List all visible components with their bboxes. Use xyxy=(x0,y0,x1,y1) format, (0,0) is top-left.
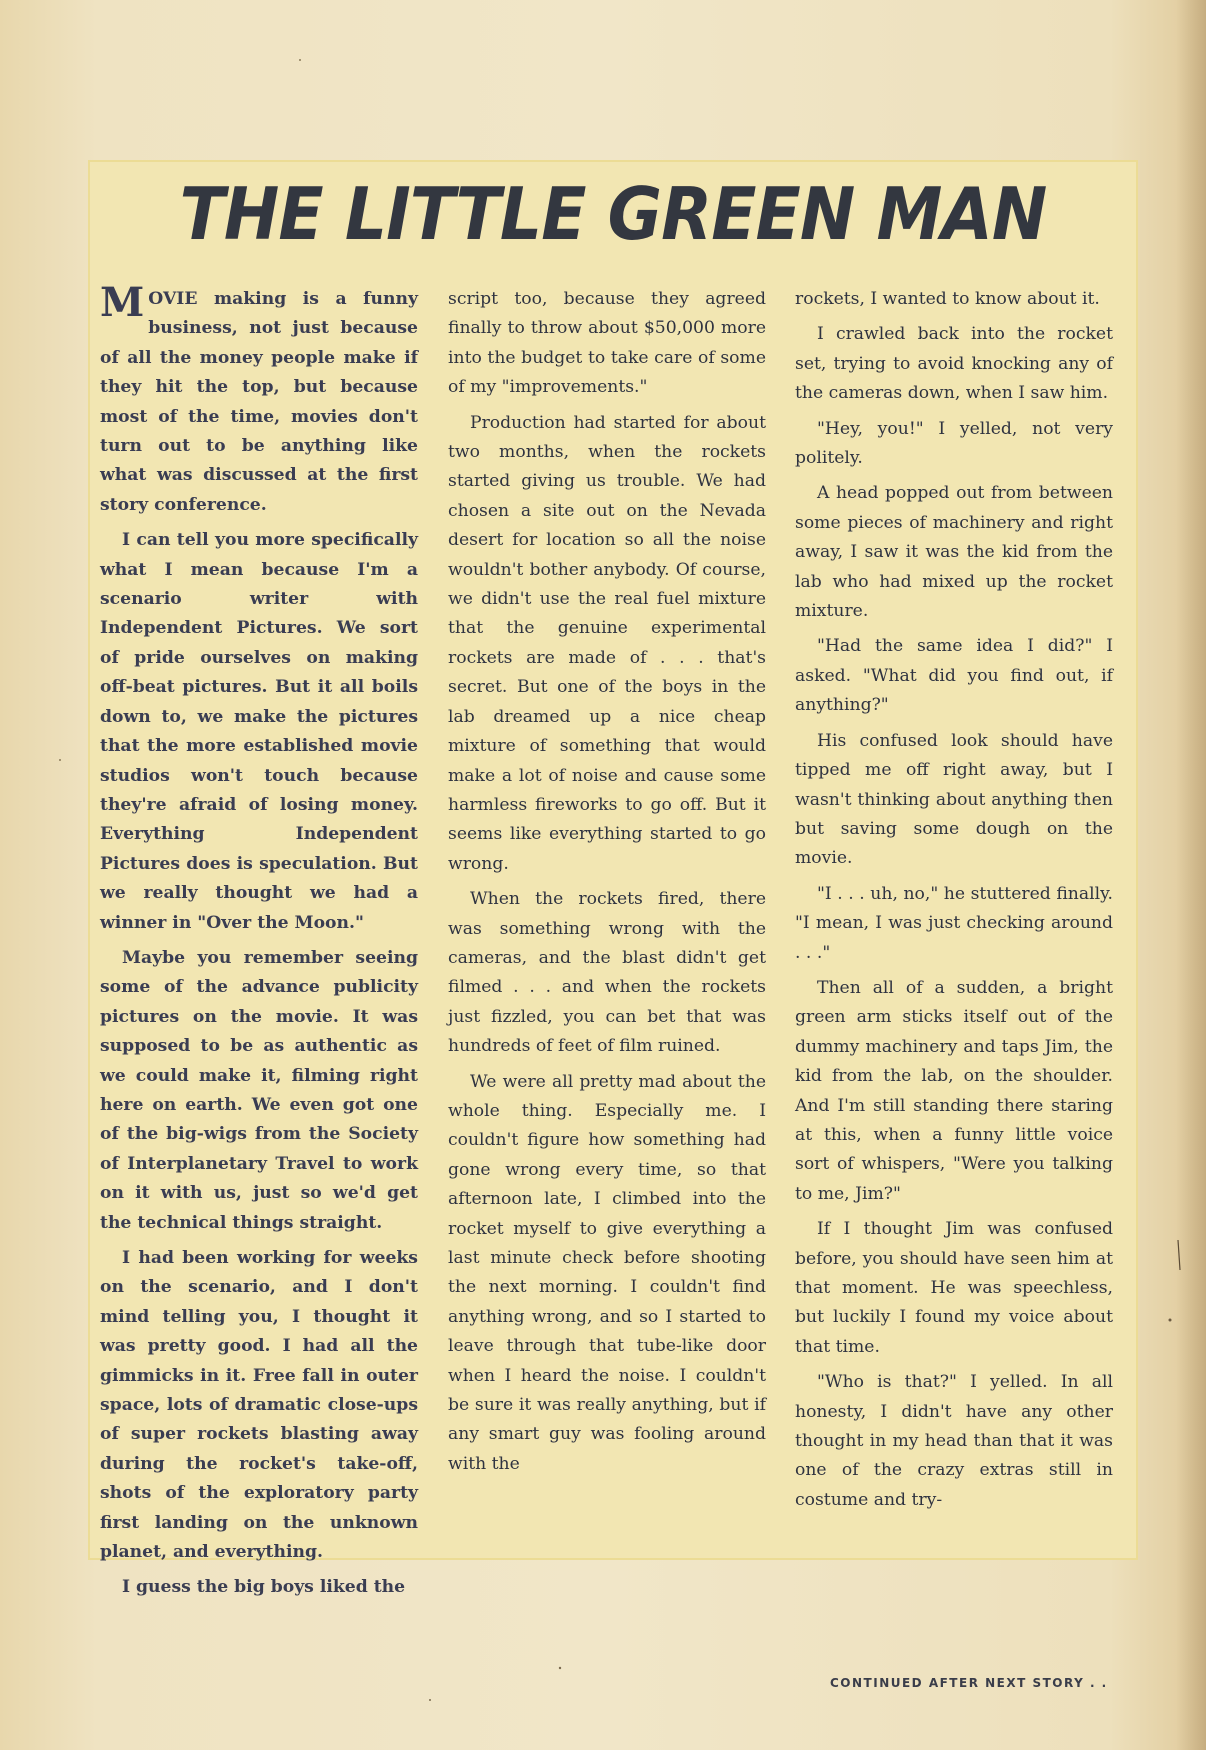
drop-cap: M xyxy=(100,279,145,326)
paragraph: "Hey, you!" I yelled, not very politely. xyxy=(795,418,1113,469)
paragraph: script too, because they agreed finally to throw about $50,000 more into the budget to take care of some of my "improvements." xyxy=(448,289,766,398)
paragraph: I had been working for weeks on the scenario, and I don't mind telling you, I thought it was pretty good. I had all the gimmicks in it. Free fall in outer space, lots of dramatic close-ups of super rockets blasting away during the rocket's take-off, shots of the exploratory party first landing on the unknown planet, and everything. xyxy=(100,1248,418,1563)
paragraph: "Had the same idea I did?" I asked. "What did you find out, if anything?" xyxy=(795,636,1113,716)
paragraph: When the rockets fired, there was something wrong with the cameras, and the blast didn't get filmed . . . and when the rockets just fizzled, you can bet that was hundreds of feet of film ruined. xyxy=(448,889,766,1057)
paragraph: Maybe you remember seeing some of the advance publicity pictures on the movie. It was supposed to be as authentic as we could make it, filming right here on earth. We even got one of the big-wigs from the Society of Interplanetary Travel to work on it with us, just so we'd get the technical things straight. xyxy=(100,947,418,1233)
paragraph: Then all of a sudden, a bright green arm sticks itself out of the dummy machinery and taps Jim, the kid from the lab, on the shoulder. And I'm still standing there staring at this, when a funny little voice sort of whispers, "Were you talking to me, Jim?" xyxy=(795,977,1113,1204)
paragraph: His confused look should have tipped me off right away, but I wasn't thinking about anything then but saving some dough on the movie. xyxy=(795,730,1113,869)
paragraph: rockets, I wanted to know about it. xyxy=(795,289,1100,309)
paragraph: "Who is that?" I yelled. In all honesty, I didn't have any other thought in my head than that it was one of the crazy extras still in costume and try- xyxy=(795,1372,1113,1510)
paragraph: I can tell you more specifically what I mean because I'm a scenario writer with Independent Pictures. We sort of pride ourselves on making off-beat pictures. But it all boils down to, we make the pictures that the more established movie studios won't touch because they're afraid of losing money. Everything Independent Pictures does is speculation. But we really thought we had a winner in "Over the Moon." xyxy=(100,530,418,933)
paragraph: A head popped out from between some pieces of machinery and right away, I saw it was the kid from the lab who had mixed up the rocket mixture. xyxy=(795,483,1113,622)
column-3 xyxy=(795,285,1113,1545)
paragraph: MOVIE making is a funny business, not just because of all the money people make if they hit the top, but because most of the time, movies don't turn out to be anything like what was discussed at the first story conference. xyxy=(100,279,418,515)
paragraph: I guess the big boys liked the xyxy=(122,1577,406,1598)
continued-note: CONTINUED AFTER NEXT STORY . . xyxy=(830,1676,1108,1690)
paragraph: Production had started for about two months, when the rockets started giving us trouble. We had chosen a site out on the Nevada desert for location so all the noise wouldn't bother anybody. Of course, we didn't use the real fuel mixture that the genuine experimental rockets are made of . . . that's secret. But one of the boys in the lab dreamed up a nice cheap mixture of something that would make a lot of noise and cause some harmless fireworks to go off. But it seems like everything started to go wrong. xyxy=(448,412,766,874)
column-1 xyxy=(100,279,418,1598)
column-2 xyxy=(448,285,766,1545)
paragraph: If I thought Jim was confused before, you should have seen him at that moment. He was speechless, but luckily I found my voice about that time. xyxy=(795,1219,1113,1357)
paragraph: "I . . . uh, no," he stuttered finally. "I mean, I was just checking around . . ." xyxy=(795,883,1113,963)
paragraph: We were all pretty mad about the whole thing. Especially me. I couldn't figure how something had gone wrong every time, so that afternoon late, I climbed into the rocket myself to give everything a last minute check before shooting the next morning. I couldn't find anything wrong, and so I started to leave through that tube-like door when I heard the noise. I couldn't be sure it was really anything, but if any smart guy was fooling around with the xyxy=(448,1071,766,1474)
paragraph: I crawled back into the rocket set, trying to avoid knocking any of the cameras down, when I saw him. xyxy=(795,324,1113,404)
page-gutter-shadow xyxy=(1176,0,1206,1750)
story-title: THE LITTLE GREEN MAN xyxy=(179,172,1047,256)
